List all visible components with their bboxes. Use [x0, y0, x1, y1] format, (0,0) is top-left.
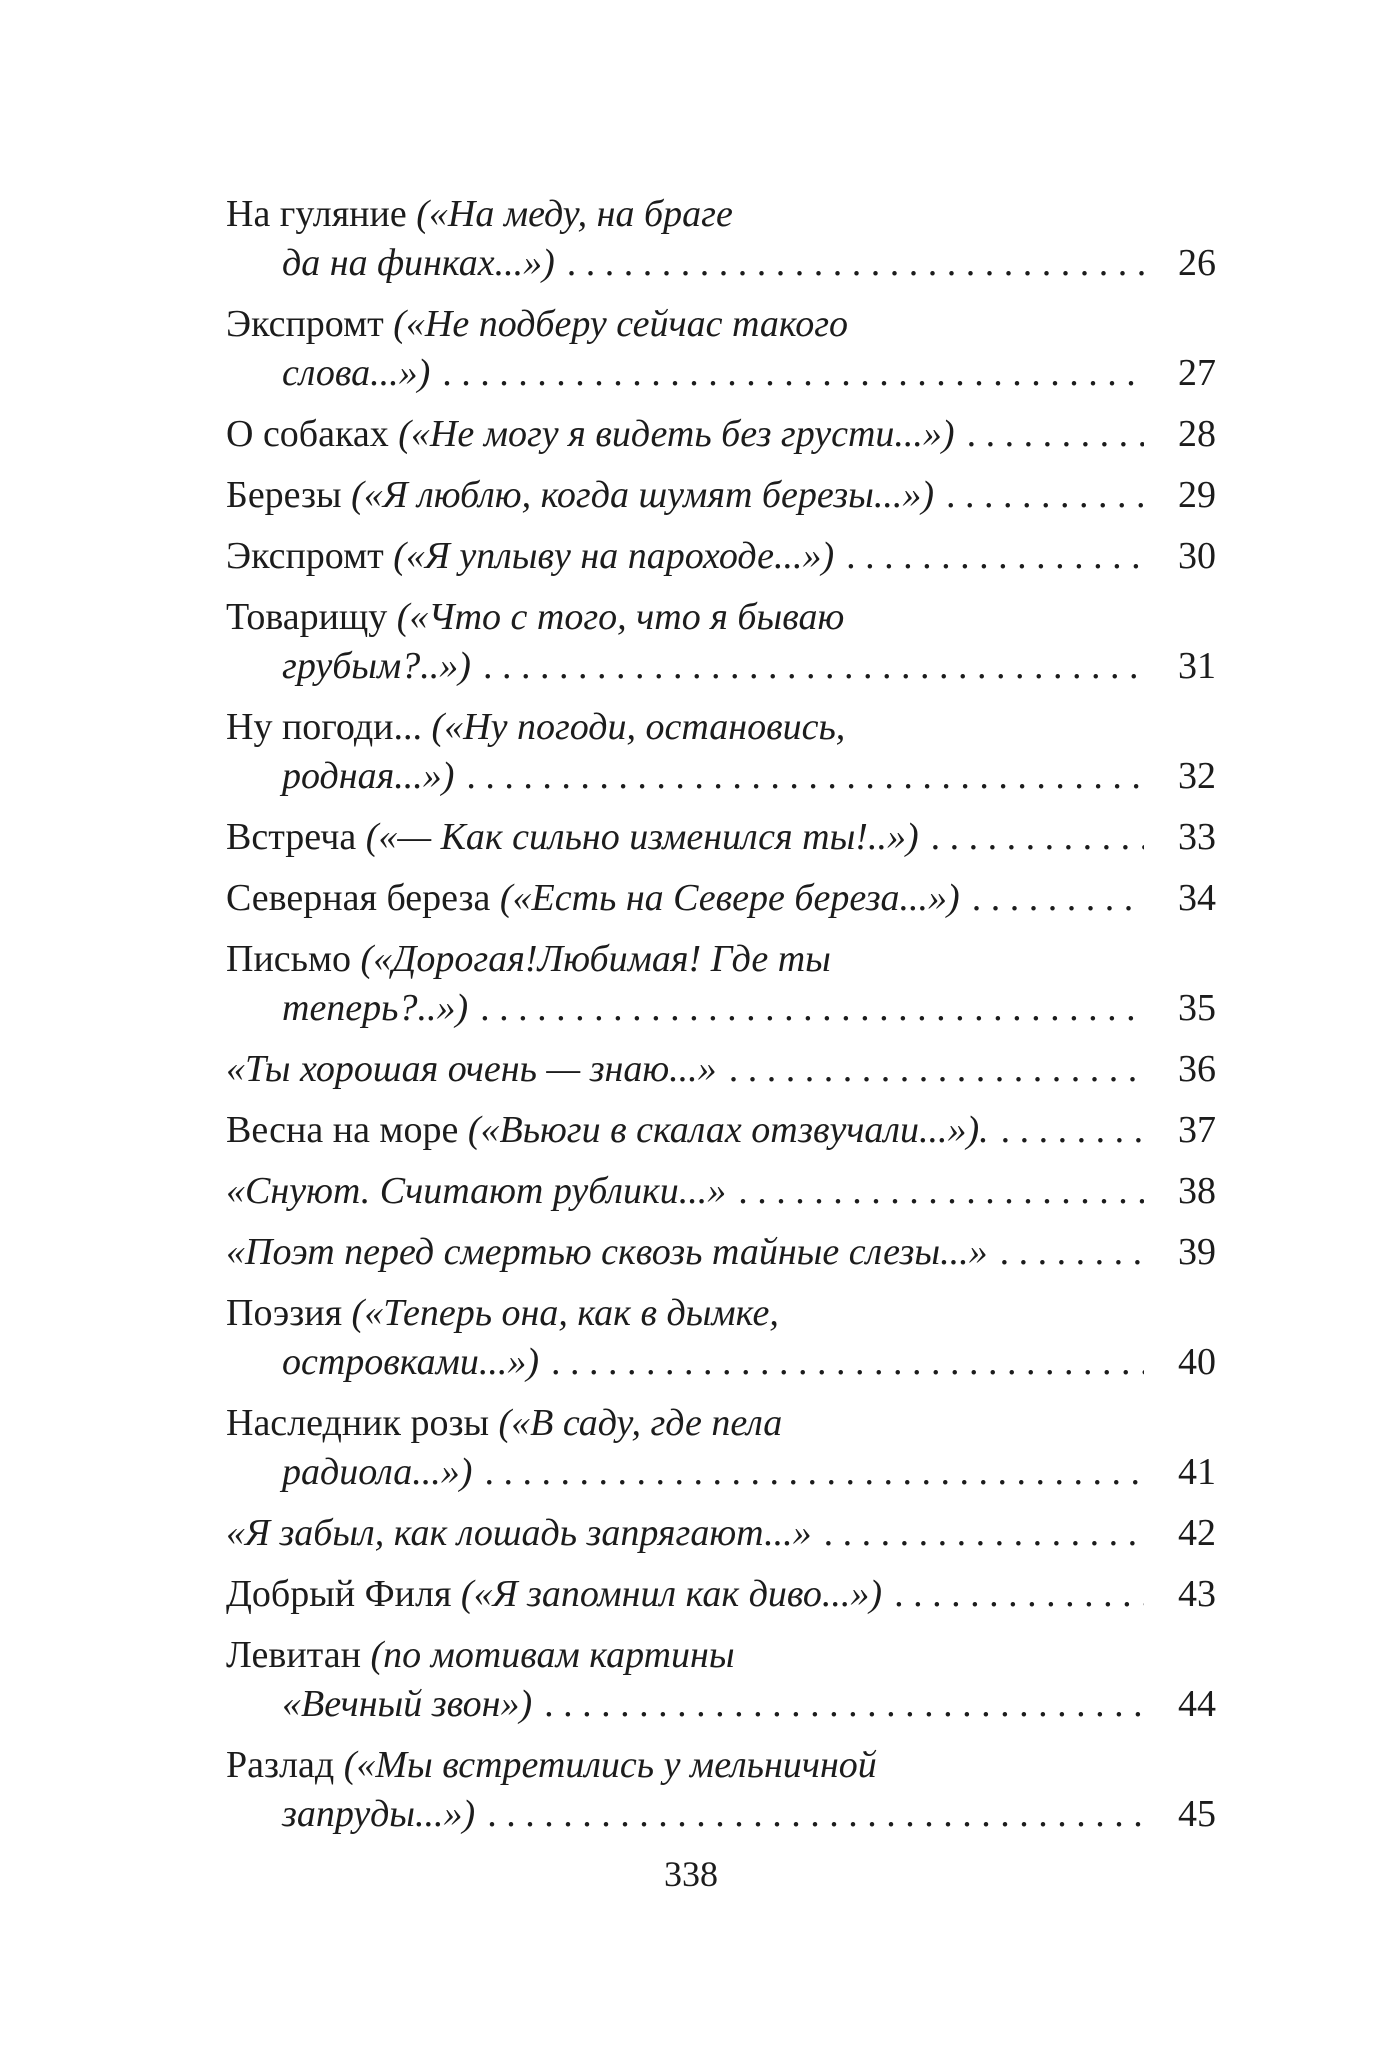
dot-leader — [894, 1570, 1144, 1619]
toc-page-number: 42 — [1178, 1512, 1216, 1554]
table-of-contents — [226, 190, 1216, 1851]
toc-entry — [226, 1106, 1216, 1155]
toc-entry-title: Товарищу — [226, 596, 388, 638]
toc-entry-line — [226, 874, 1216, 923]
toc-entry-continuation — [226, 1448, 1216, 1497]
dot-leader — [480, 984, 1144, 1033]
toc-entry-subtitle: грубым?..») — [282, 645, 471, 687]
toc-entry — [226, 1167, 1216, 1216]
toc-entry-title: Разлад — [226, 1744, 335, 1786]
dot-leader — [846, 532, 1144, 581]
dot-leader — [967, 410, 1144, 459]
dot-leader — [551, 1338, 1144, 1387]
page-number: 338 — [664, 1854, 718, 1894]
toc-entry-line — [226, 703, 1216, 752]
toc-entry-line — [226, 1228, 1216, 1277]
toc-page-number: 28 — [1178, 413, 1216, 455]
toc-entry-title: Поэзия — [226, 1292, 343, 1334]
toc-entry-title: О собаках — [226, 413, 389, 455]
toc-entry-title: Ну погоди... — [226, 706, 422, 748]
toc-entry — [226, 1509, 1216, 1558]
toc-entry-line — [226, 1399, 1216, 1448]
toc-entry-subtitle: («Я люблю, когда шумят березы...») — [351, 474, 934, 516]
toc-entry-title: Северная береза — [226, 877, 491, 919]
toc-entry — [226, 410, 1216, 459]
dot-leader — [487, 1790, 1144, 1839]
toc-entry-subtitle: «Поэт перед смертью сквозь тайные слезы...» — [226, 1231, 988, 1273]
toc-entry — [226, 532, 1216, 581]
toc-entry-line — [226, 593, 1216, 642]
toc-page-number: 33 — [1178, 816, 1216, 858]
toc-entry-subtitle: («— Как сильно изменился ты!..») — [365, 816, 919, 858]
toc-entry — [226, 874, 1216, 923]
toc-entry-line — [226, 1045, 1216, 1094]
toc-entry-title: Экспромт — [226, 303, 384, 345]
toc-entry — [226, 1045, 1216, 1094]
dot-leader — [442, 349, 1144, 398]
toc-entry — [226, 1289, 1216, 1387]
toc-entry-title: Добрый Филя — [226, 1573, 452, 1615]
toc-page-number: 44 — [1178, 1683, 1216, 1725]
dot-leader — [1000, 1228, 1144, 1277]
toc-page-number: 37 — [1178, 1109, 1216, 1151]
dot-leader — [544, 1680, 1144, 1729]
toc-entry — [226, 1399, 1216, 1497]
toc-entry-subtitle: слова...») — [282, 352, 431, 394]
toc-entry-continuation — [226, 752, 1216, 801]
toc-entry — [226, 813, 1216, 862]
toc-entry-subtitle: («Есть на Севере береза...») — [499, 877, 960, 919]
dot-leader — [931, 813, 1144, 862]
toc-entry-line — [226, 300, 1216, 349]
toc-entry-subtitle: да на финках...») — [282, 242, 555, 284]
toc-page-number: 35 — [1178, 987, 1216, 1029]
toc-entry-subtitle: «Снуют. Считают рублики...» — [226, 1170, 727, 1212]
dot-leader — [972, 874, 1144, 923]
toc-entry-line — [226, 1167, 1216, 1216]
toc-page-number: 31 — [1178, 645, 1216, 687]
toc-entry-line — [226, 1631, 1216, 1680]
toc-entry-line — [226, 532, 1216, 581]
toc-entry-subtitle: («Дорогая!Любимая! Где ты — [360, 938, 831, 980]
toc-entry — [226, 703, 1216, 801]
toc-entry-title: Экспромт — [226, 535, 384, 577]
dot-leader — [946, 471, 1144, 520]
toc-entry-continuation — [226, 349, 1216, 398]
toc-entry-subtitle: «Вечный звон») — [282, 1683, 533, 1725]
toc-entry-subtitle: («В саду, где пела — [498, 1402, 783, 1444]
toc-entry-title: Весна на море — [226, 1109, 459, 1151]
toc-entry-line — [226, 471, 1216, 520]
toc-entry-line — [226, 935, 1216, 984]
dot-leader — [484, 1448, 1144, 1497]
toc-entry — [226, 593, 1216, 691]
toc-entry-continuation — [226, 642, 1216, 691]
toc-entry-line — [226, 1289, 1216, 1338]
toc-entry-continuation — [226, 1338, 1216, 1387]
toc-entry-subtitle: (по мотивам картины — [370, 1634, 735, 1676]
toc-entry-line — [226, 1570, 1216, 1619]
dot-leader — [1001, 1106, 1144, 1155]
toc-page-number: 30 — [1178, 535, 1216, 577]
toc-entry-subtitle: радиола...») — [282, 1451, 473, 1493]
toc-page-number: 34 — [1178, 877, 1216, 919]
toc-page-number: 39 — [1178, 1231, 1216, 1273]
toc-entry-subtitle: («На меду, на браге — [416, 193, 733, 235]
toc-entry — [226, 471, 1216, 520]
toc-entry-title: Левитан — [226, 1634, 361, 1676]
toc-entry-title: Встреча — [226, 816, 357, 858]
toc-entry-line — [226, 1509, 1216, 1558]
toc-entry-subtitle: («Не могу я видеть без грусти...») — [398, 413, 955, 455]
toc-entry-subtitle: («Я уплыву на пароходе...») — [393, 535, 835, 577]
toc-entry-title: Березы — [226, 474, 342, 516]
toc-entry-subtitle: («Теперь она, как в дымке, — [351, 1292, 779, 1334]
toc-page-number: 45 — [1178, 1793, 1216, 1835]
toc-entry — [226, 1228, 1216, 1277]
toc-entry-line — [226, 1106, 1216, 1155]
toc-entry-subtitle: «Ты хорошая очень — знаю...» — [226, 1048, 717, 1090]
toc-entry-title: Письмо — [226, 938, 352, 980]
toc-page-number: 36 — [1178, 1048, 1216, 1090]
toc-page-number: 41 — [1178, 1451, 1216, 1493]
toc-entry-subtitle: теперь?..») — [282, 987, 469, 1029]
toc-entry — [226, 1631, 1216, 1729]
toc-entry — [226, 300, 1216, 398]
toc-entry-continuation — [226, 1790, 1216, 1839]
toc-page-number: 26 — [1178, 242, 1216, 284]
toc-entry-continuation — [226, 984, 1216, 1033]
toc-entry-line — [226, 410, 1216, 459]
dot-leader — [483, 642, 1144, 691]
toc-entry-title: Наследник розы — [226, 1402, 490, 1444]
dot-leader — [824, 1509, 1144, 1558]
toc-entry-subtitle: («Вьюги в скалах отзвучали...»). — [467, 1109, 989, 1151]
dot-leader — [567, 239, 1144, 288]
toc-entry-continuation — [226, 239, 1216, 288]
dot-leader — [729, 1045, 1144, 1094]
toc-entry-subtitle: островками...») — [282, 1341, 540, 1383]
toc-entry-subtitle: («Мы встретились у мельничной — [343, 1744, 877, 1786]
toc-entry — [226, 190, 1216, 288]
toc-entry — [226, 935, 1216, 1033]
toc-entry-line — [226, 190, 1216, 239]
toc-page-number: 29 — [1178, 474, 1216, 516]
toc-page-number: 27 — [1178, 352, 1216, 394]
toc-page-number: 38 — [1178, 1170, 1216, 1212]
toc-entry-subtitle: «Я забыл, как лошадь запрягают...» — [226, 1512, 812, 1554]
toc-entry-continuation — [226, 1680, 1216, 1729]
toc-page-number: 32 — [1178, 755, 1216, 797]
toc-entry — [226, 1570, 1216, 1619]
toc-entry-subtitle: («Что с того, что я бываю — [396, 596, 845, 638]
toc-entry — [226, 1741, 1216, 1839]
toc-entry-subtitle: («Ну погоди, остановись, — [431, 706, 846, 748]
dot-leader — [738, 1167, 1144, 1216]
dot-leader — [466, 752, 1144, 801]
toc-entry-line — [226, 813, 1216, 862]
toc-entry-title: На гуляние — [226, 193, 407, 235]
toc-entry-line — [226, 1741, 1216, 1790]
toc-page-number: 43 — [1178, 1573, 1216, 1615]
toc-entry-subtitle: родная...») — [282, 755, 455, 797]
toc-page-number: 40 — [1178, 1341, 1216, 1383]
toc-entry-subtitle: запруды...») — [282, 1793, 476, 1835]
toc-entry-subtitle: («Не подберу сейчас такого — [393, 303, 849, 345]
toc-entry-subtitle: («Я запомнил как диво...») — [460, 1573, 883, 1615]
